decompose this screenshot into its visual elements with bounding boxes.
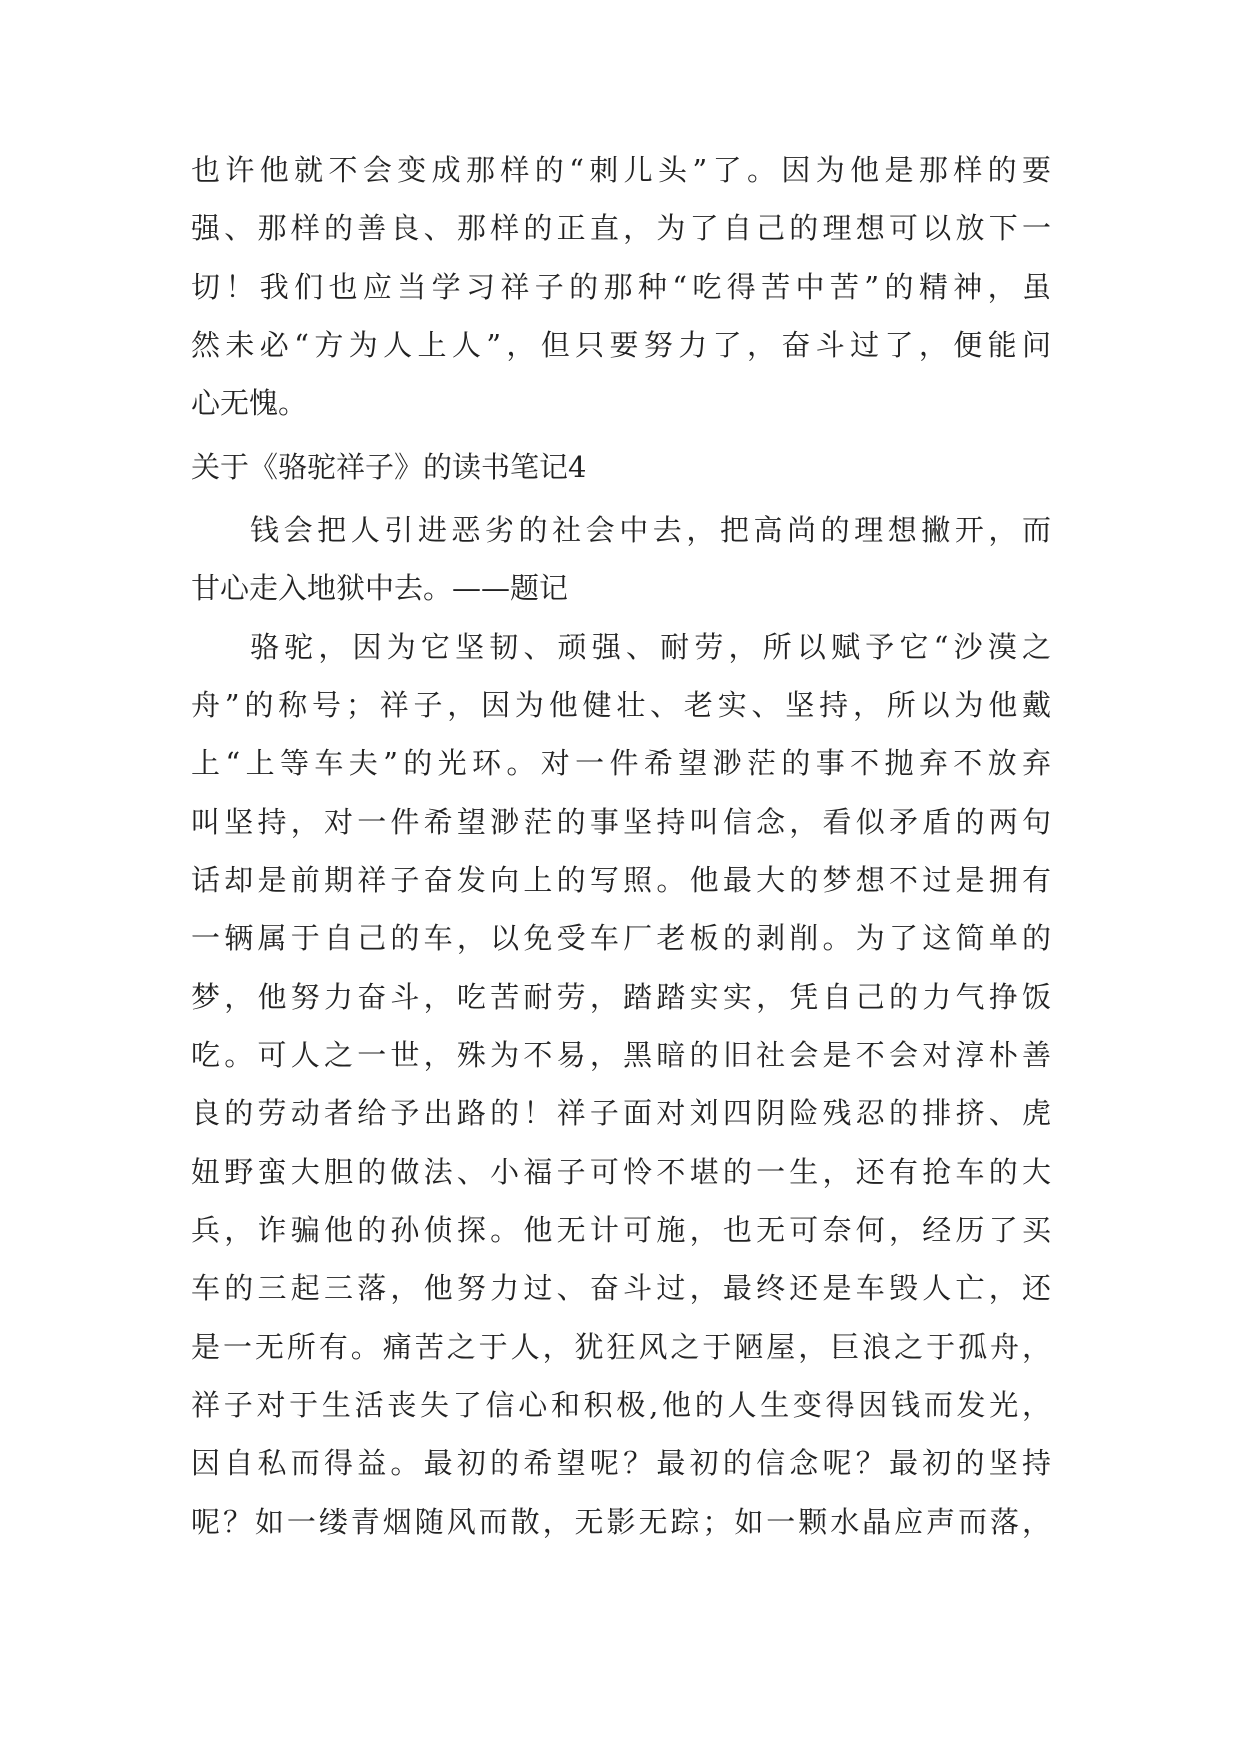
paragraph-line: 车的三起三落，他努力过、奋斗过，最终还是车毁人亡，还 bbox=[191, 1271, 1051, 1305]
paragraph-line: 吃。可人之一世，殊为不易，黑暗的旧社会是不会对淳朴善 bbox=[191, 1038, 1051, 1072]
paragraph-line: 祥子对于生活丧失了信心和积极,他的人生变得因钱而发光， bbox=[191, 1388, 1051, 1422]
paragraph-line: 因自私而得益。最初的希望呢？最初的信念呢？最初的坚持 bbox=[191, 1446, 1051, 1480]
paragraph-line: 上“上等车夫”的光环。对一件希望渺茫的事不抛弃不放弃 bbox=[191, 746, 1051, 780]
paragraph-line: 舟”的称号；祥子，因为他健壮、老实、坚持，所以为他戴 bbox=[191, 688, 1051, 722]
paragraph-line: 呢？如一缕青烟随风而散，无影无踪；如一颗水晶应声而落， bbox=[191, 1505, 1051, 1539]
paragraph-line: 心无愧。 bbox=[191, 386, 308, 420]
paragraph-line: 一辆属于自己的车，以免受车厂老板的剥削。为了这简单的 bbox=[191, 921, 1051, 955]
paragraph-line: 骆驼，因为它坚韧、顽强、耐劳，所以赋予它“沙漠之 bbox=[250, 630, 1051, 664]
paragraph-line: 妞野蛮大胆的做法、小福子可怜不堪的一生，还有抢车的大 bbox=[191, 1155, 1051, 1189]
paragraph-line: 良的劳动者给予出路的！祥子面对刘四阴险残忍的排挤、虎 bbox=[191, 1096, 1051, 1130]
paragraph-line: 然未必“方为人上人”，但只要努力了，奋斗过了，便能问 bbox=[191, 328, 1051, 362]
paragraph-line: 切！我们也应当学习祥子的那种“吃得苦中苦”的精神，虽 bbox=[191, 270, 1051, 304]
paragraph-line: 叫坚持，对一件希望渺茫的事坚持叫信念，看似矛盾的两句 bbox=[191, 805, 1051, 839]
paragraph-line: 也许他就不会变成那样的“刺儿头”了。因为他是那样的要 bbox=[191, 153, 1051, 187]
paragraph-line: 话却是前期祥子奋发向上的写照。他最大的梦想不过是拥有 bbox=[191, 863, 1051, 897]
paragraph-line: 是一无所有。痛苦之于人，犹狂风之于陋屋，巨浪之于孤舟， bbox=[191, 1330, 1051, 1364]
section-title: 关于《骆驼祥子》的读书笔记4 bbox=[191, 450, 587, 484]
epigraph-line: 钱会把人引进恶劣的社会中去，把高尚的理想撇开，而 bbox=[250, 513, 1051, 547]
paragraph-line: 兵，诈骗他的孙侦探。他无计可施，也无可奈何，经历了买 bbox=[191, 1213, 1051, 1247]
epigraph-line: 甘心走入地狱中去。——题记 bbox=[191, 571, 569, 605]
paragraph-line: 强、那样的善良、那样的正直，为了自己的理想可以放下一 bbox=[191, 211, 1051, 245]
paragraph-line: 梦，他努力奋斗，吃苦耐劳，踏踏实实，凭自己的力气挣饭 bbox=[191, 980, 1051, 1014]
